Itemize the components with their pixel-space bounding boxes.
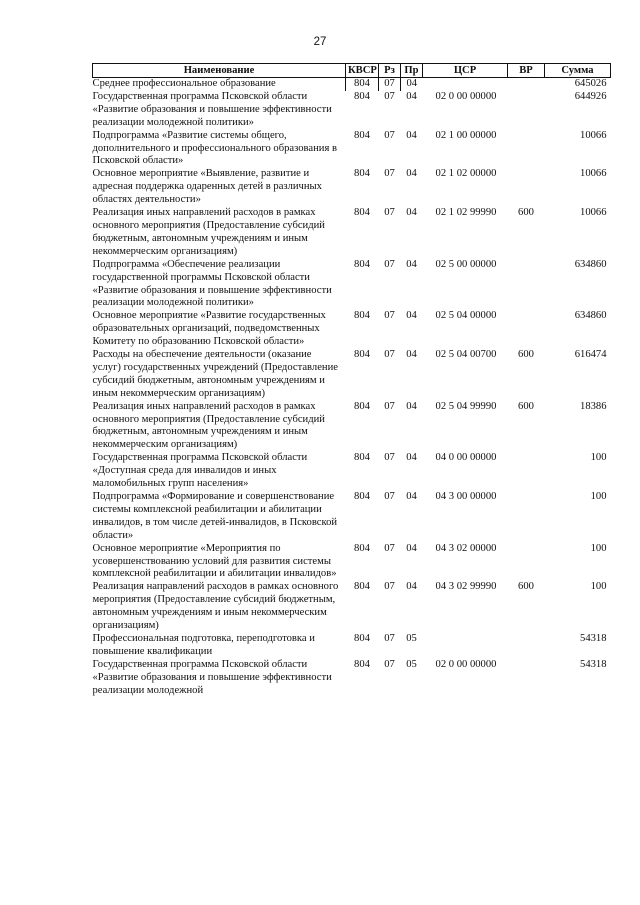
cell-name: Реализация иных направлений расходов в рамках основного мероприятия (Предоставление субсидий бюджетным, автономным учреждениям и иным некоммерческим организациям): [92, 400, 325, 451]
cell-pr: 04: [406, 349, 417, 361]
cell-pr: 05: [406, 632, 417, 644]
cell-kvsr: 804: [354, 632, 370, 644]
cell-sum: 100: [590, 542, 607, 554]
header-pr: Пр: [401, 64, 423, 78]
cell-rz: 07: [384, 168, 395, 180]
table-row: [93, 401, 611, 453]
table-row: [93, 259, 611, 311]
cell-name: Подпрограмма «Развитие системы общего, дополнительного и профессионального образования в Псковской области»: [92, 129, 337, 167]
cell-pr: 04: [406, 129, 417, 141]
cell-kvsr: 804: [354, 207, 370, 219]
table-row: [93, 207, 611, 259]
cell-name: Профессиональная подготовка, переподготовка и повышение квалификации: [92, 632, 315, 657]
cell-kvsr: 804: [354, 452, 370, 464]
cell-csr: 02 5 04 99990: [435, 400, 497, 412]
cell-pr: 04: [406, 310, 417, 322]
cell-csr: 02 1 02 99990: [435, 207, 497, 219]
header-sum: Сумма: [545, 64, 611, 78]
cell-name: Государственная программа Псковской области «Развитие образования и повышение эффективности реализации молодежной: [92, 658, 332, 696]
cell-rz: 07: [384, 129, 395, 141]
cell-sum: 645026: [545, 78, 611, 91]
cell-kvsr: 804: [354, 90, 370, 102]
cell-rz: 07: [384, 452, 395, 464]
cell-sum: 10066: [580, 129, 607, 141]
cell-vr: [508, 659, 545, 698]
cell-vr: [508, 130, 545, 169]
cell-vr: [508, 452, 545, 491]
cell-csr: 02 5 04 00700: [435, 349, 497, 361]
cell-kvsr: 804: [354, 258, 370, 270]
cell-csr: [423, 78, 508, 91]
cell-vr: [508, 491, 545, 543]
table-row: [93, 130, 611, 169]
cell-rz: 07: [384, 207, 395, 219]
cell-sum: 18386: [580, 400, 607, 412]
cell-rz: 07: [379, 78, 401, 91]
cell-rz: 07: [384, 632, 395, 644]
cell-csr: 04 3 02 99990: [435, 581, 497, 593]
cell-pr: 04: [406, 581, 417, 593]
cell-vr: [508, 633, 545, 659]
page-number: 27: [313, 36, 327, 48]
cell-pr: 04: [401, 78, 423, 91]
cell-sum: 54318: [580, 658, 607, 670]
cell-csr: 04 3 00 00000: [435, 491, 497, 502]
cell-vr: 600: [518, 207, 534, 219]
cell-kvsr: 804: [354, 129, 370, 141]
cell-rz: 07: [384, 349, 395, 361]
cell-rz: 07: [384, 658, 395, 670]
cell-kvsr: 804: [354, 400, 370, 412]
cell-vr: [508, 310, 545, 349]
cell-sum: 100: [590, 491, 607, 502]
header-name: Наименование: [93, 64, 346, 78]
cell-sum: 634860: [574, 258, 607, 270]
budget-table: [92, 63, 611, 698]
header-rz: Рз: [379, 64, 401, 78]
cell-vr: 600: [518, 400, 534, 412]
cell-kvsr: 804: [354, 542, 370, 554]
table-row: [93, 168, 611, 207]
cell-csr: 02 1 00 00000: [435, 129, 497, 141]
table-row: [93, 310, 611, 349]
cell-sum: 616474: [574, 349, 607, 361]
cell-rz: 07: [384, 491, 395, 502]
cell-name: Подпрограмма «Обеспечение реализации государственной программы Псковской области «Развитие образования и повышение эффективности реализации молодежной политики»: [92, 258, 332, 309]
cell-kvsr: 804: [354, 658, 370, 670]
cell-pr: 04: [406, 400, 417, 412]
cell-rz: 07: [384, 542, 395, 554]
cell-kvsr: 804: [354, 168, 370, 180]
cell-csr: 02 5 04 00000: [435, 310, 497, 322]
cell-kvsr: 804: [354, 491, 370, 502]
cell-sum: 100: [590, 581, 607, 593]
cell-csr: 02 0 00 00000: [435, 90, 497, 102]
cell-vr: [508, 91, 545, 130]
cell-csr: 02 5 00 00000: [435, 258, 497, 270]
cell-name: Реализация иных направлений расходов в рамках основного мероприятия (Предоставление субсидий бюджетным, автономным учреждениям и иным некоммерческим организациям): [92, 207, 325, 257]
cell-name: Реализация направлений расходов в рамках основного мероприятия (Предоставление субсидий бюджетным, автономным учреждениям и иным некоммерческим организациям): [92, 581, 339, 632]
cell-sum: 10066: [580, 207, 607, 219]
table-body: [93, 78, 611, 698]
cell-name: Государственная программа Псковской области «Развитие образования и повышение эффективности реализации молодежной политики»: [92, 90, 332, 128]
cell-name: Основное мероприятие «Мероприятия по усовершенствованию условий для развития системы комплексной реабилитации и абилитации инвалидов»: [92, 542, 337, 580]
cell-pr: 04: [406, 542, 417, 554]
table-row: [93, 659, 611, 698]
cell-kvsr: 804: [354, 581, 370, 593]
cell-rz: 07: [384, 310, 395, 322]
cell-kvsr: 804: [354, 310, 370, 322]
cell-sum: 644926: [574, 90, 607, 102]
cell-kvsr: 804: [354, 349, 370, 361]
cell-csr: [423, 633, 508, 659]
cell-rz: 07: [384, 400, 395, 412]
cell-csr: 02 0 00 00000: [435, 658, 497, 670]
table-row: [93, 452, 611, 491]
header-vr: ВР: [508, 64, 545, 78]
cell-vr: [508, 78, 545, 91]
cell-sum: 10066: [580, 168, 607, 180]
table-row: [93, 633, 611, 659]
cell-csr: 04 0 00 00000: [435, 452, 497, 464]
cell-pr: 04: [406, 207, 417, 219]
table-row: [93, 581, 611, 633]
cell-kvsr: 804: [346, 78, 379, 91]
table-row: [93, 349, 611, 401]
cell-pr: 04: [406, 90, 417, 102]
cell-name: Государственная программа Псковской области «Доступная среда для инвалидов и иных маломобильных групп населения»: [92, 452, 308, 490]
cell-name: Основное мероприятие «Развитие государственных образовательных организаций, подведомственных Комитету по образованию Псковской области»: [92, 310, 326, 348]
cell-name: Основное мероприятие «Выявление, развитие и адресная поддержка одаренных детей в различных областях деятельности»: [92, 168, 322, 206]
cell-sum: 54318: [580, 632, 607, 644]
cell-vr: [508, 543, 545, 582]
cell-pr: 04: [406, 452, 417, 464]
cell-csr: 02 1 02 00000: [435, 168, 497, 180]
cell-rz: 07: [384, 258, 395, 270]
header-csr: ЦСР: [423, 64, 508, 78]
cell-name: Подпрограмма «Формирование и совершенствование системы комплексной реабилитации и абилитации инвалидов, в том числе детей-инвалидов, в Псковской области»: [92, 491, 338, 541]
cell-name: Среднее профессиональное образование: [93, 78, 346, 91]
cell-rz: 07: [384, 581, 395, 593]
cell-vr: 600: [518, 349, 534, 361]
cell-vr: [508, 259, 545, 311]
cell-name: Расходы на обеспечение деятельности (оказание услуг) государственных учреждений (Предоставление субсидий бюджетным, автономным учреждениям и иным некоммерческим организациям): [92, 349, 338, 399]
cell-pr: 04: [406, 491, 417, 502]
table-row: [93, 543, 611, 582]
table-row: [93, 491, 611, 543]
table-row: [93, 91, 611, 130]
cell-sum: 634860: [574, 310, 607, 322]
cell-pr: 04: [406, 168, 417, 180]
cell-vr: [508, 168, 545, 207]
table-header: [93, 64, 611, 78]
cell-csr: 04 3 02 00000: [435, 542, 497, 554]
cell-vr: 600: [518, 581, 534, 593]
cell-rz: 07: [384, 90, 395, 102]
cell-sum: 100: [590, 452, 607, 464]
table-row: [93, 78, 611, 91]
header-kvsr: КВСР: [346, 64, 379, 78]
cell-pr: 05: [406, 658, 417, 670]
cell-pr: 04: [406, 258, 417, 270]
